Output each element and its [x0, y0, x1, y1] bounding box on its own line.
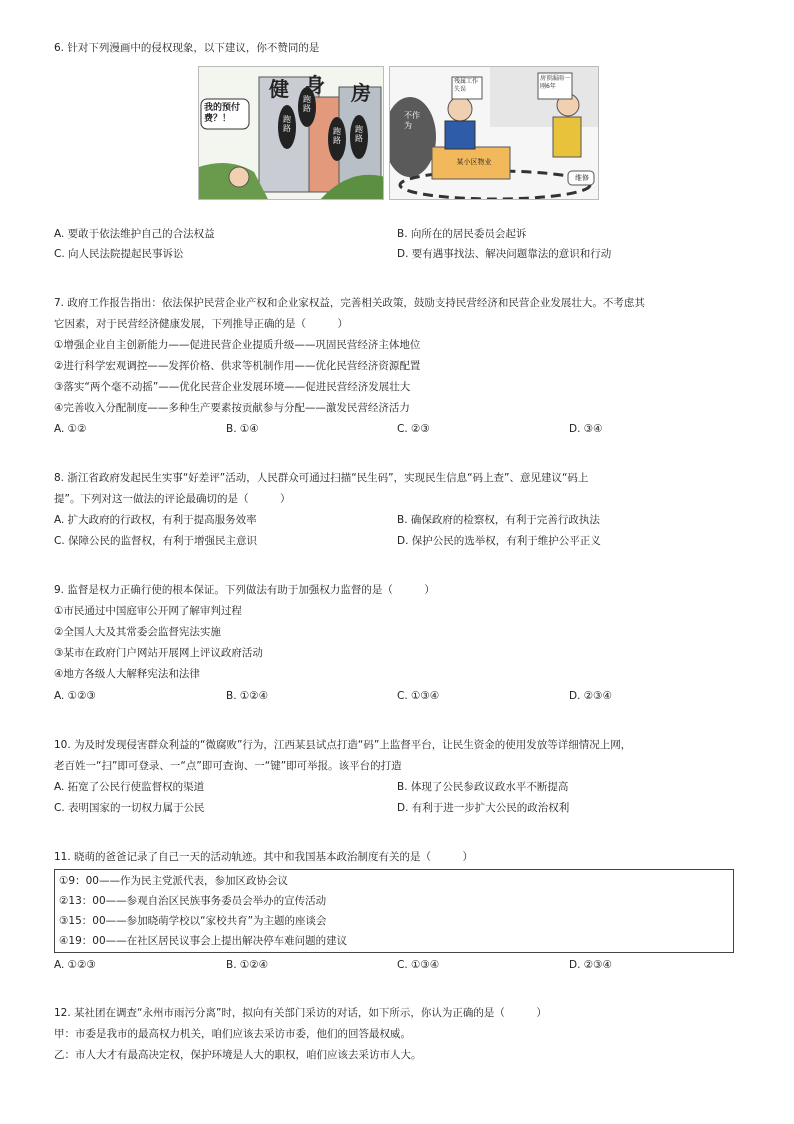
q10-title-line-2: 老百姓一“扫”即可登录、一“点”即可查询、一“键”即可举报。该平台的打造 — [54, 760, 402, 772]
sign-mistake: 残属工作失误 — [454, 78, 479, 93]
run-away-tag-1: 跑路 — [283, 115, 291, 133]
q9-item-3: ③某市在政府门户网站开展网上评议政府活动 — [54, 647, 263, 659]
q7-title-line-1: 7. 政府工作报告指出：依法保护民营企业产权和企业家权益，完善相关政策，鼓励支持民营经济和民营企业发展壮大。不考虑其 — [54, 297, 645, 309]
repair-tag: 维修 — [575, 174, 589, 182]
q7-title-line-2: 它因素，对于民营经济健康发展，下列推导正确的是（ ） — [54, 318, 348, 330]
q11-item-1: ①9：00——作为民主党派代表，参加区政协会议 — [59, 875, 288, 887]
q9-option-a[interactable]: A. ①②③ — [54, 690, 96, 702]
q10-title-line-1: 10. 为及时发现侵害群众利益的“微腐败”行为，江西某县试点打造“码”上监督平台，让民生资金的使用发放等详细情况上网， — [54, 739, 632, 751]
q7-option-a[interactable]: A. ①② — [54, 423, 87, 435]
sign-char-2: 身 — [305, 73, 325, 97]
q8-title-line-2: 提”。下列对这一做法的评论最确切的是（ ） — [54, 493, 291, 505]
q11-item-4: ④19：00——在社区居民议事会上提出解决停车难问题的建议 — [59, 935, 348, 947]
run-away-tag-4: 跑路 — [355, 125, 363, 143]
sign-leak: 房顶漏雨一刚6年 — [540, 75, 571, 90]
q11-activity-box — [54, 869, 734, 953]
q7-item-3: ③落实“两个毫不动摇”——优化民营企业发展环境——促进民营经济发展壮大 — [54, 381, 411, 393]
q8-option-c[interactable]: C. 保障公民的监督权，有利于增强民主意识 — [54, 535, 258, 547]
cartoon-property-image — [389, 66, 599, 200]
desk-label: 某小区物业 — [456, 158, 492, 166]
smoke-label: 不作为 — [404, 111, 420, 130]
cartoon-gym-image — [198, 66, 384, 200]
sign-char-1: 健 — [269, 77, 289, 101]
q9-option-b[interactable]: B. ①②④ — [226, 690, 269, 702]
q8-option-b[interactable]: B. 确保政府的检察权，有利于完善行政执法 — [397, 514, 600, 526]
q6-option-b[interactable]: B. 向所在的居民委员会起诉 — [397, 228, 527, 240]
q10-option-b[interactable]: B. 体现了公民参政议政水平不断提高 — [397, 781, 569, 793]
q11-option-c[interactable]: C. ①③④ — [397, 959, 440, 971]
q7-item-2: ②进行科学宏观调控——发挥价格、供求等机制作用——优化民营经济资源配置 — [54, 360, 421, 372]
q11-option-b[interactable]: B. ①②④ — [226, 959, 269, 971]
run-away-tag-3: 跑路 — [333, 127, 341, 145]
q7-item-1: ①增强企业自主创新能力——促进民营企业提质升级——巩固民营经济主体地位 — [54, 339, 421, 351]
q8-option-a[interactable]: A. 扩大政府的行政权，有利于提高服务效率 — [54, 514, 257, 526]
run-away-tag-2: 跑路 — [303, 95, 311, 113]
q11-title: 11. 晓萌的爸爸记录了自己一天的活动轨迹。其中和我国基本政治制度有关的是（ ） — [54, 851, 474, 863]
q10-option-a[interactable]: A. 拓宽了公民行使监督权的渠道 — [54, 781, 205, 793]
q11-option-d[interactable]: D. ②③④ — [569, 959, 612, 971]
sign-char-3: 房 — [351, 81, 371, 105]
q9-option-c[interactable]: C. ①③④ — [397, 690, 440, 702]
q10-option-c[interactable]: C. 表明国家的一切权力属于公民 — [54, 802, 205, 814]
q11-item-2: ②13：00——参观自治区民族事务委员会举办的宣传活动 — [59, 895, 327, 907]
q6-option-c[interactable]: C. 向人民法院提起民事诉讼 — [54, 248, 184, 260]
q6-option-a[interactable]: A. 要敢于依法维护自己的合法权益 — [54, 228, 215, 240]
q9-title: 9. 监督是权力正确行使的根本保证。下列做法有助于加强权力监督的是（ ） — [54, 584, 435, 596]
q11-item-3: ③15：00——参加晓萌学校以“家校共育”为主题的座谈会 — [59, 915, 327, 927]
q9-item-1: ①市民通过中国庭审公开网了解审判过程 — [54, 605, 242, 617]
q11-option-a[interactable]: A. ①②③ — [54, 959, 96, 971]
q8-title-line-1: 8. 浙江省政府发起民生实事“好差评”活动，人民群众可通过扫描“民生码”，实现民生信息“码上查”、意见建议“码上 — [54, 472, 589, 484]
q6-option-d[interactable]: D. 要有遇事找法、解决问题靠法的意识和行动 — [397, 248, 612, 260]
q12-title: 12. 某社团在调查“永州市雨污分离”时，拟向有关部门采访的对话，如下所示，你认为正确的是（ ） — [54, 1007, 547, 1019]
q7-option-b[interactable]: B. ①④ — [226, 423, 259, 435]
q7-option-d[interactable]: D. ③④ — [569, 423, 603, 435]
q9-item-2: ②全国人大及其常委会监督宪法实施 — [54, 626, 221, 638]
speech-bubble: 我的预付费？！ — [204, 103, 241, 124]
q10-option-d[interactable]: D. 有利于进一步扩大公民的政治权利 — [397, 802, 570, 814]
q7-option-c[interactable]: C. ②③ — [397, 423, 430, 435]
q8-option-d[interactable]: D. 保护公民的选举权，有利于维护公平正义 — [397, 535, 601, 547]
q12-item-2: 乙：市人大才有最高决定权，保护环境是人大的职权，咱们应该去采访市人大。 — [54, 1049, 422, 1061]
q9-item-4: ④地方各级人大解释宪法和法律 — [54, 668, 200, 680]
q6-title: 6. 针对下列漫画中的侵权现象，以下建议，你不赞同的是 — [54, 42, 320, 54]
q12-item-1: 甲：市委是我市的最高权力机关，咱们应该去采访市委，他们的回答最权威。 — [54, 1028, 411, 1040]
q7-item-4: ④完善收入分配制度——多种生产要素按贡献参与分配——激发民营经济活力 — [54, 402, 410, 414]
q9-option-d[interactable]: D. ②③④ — [569, 690, 612, 702]
